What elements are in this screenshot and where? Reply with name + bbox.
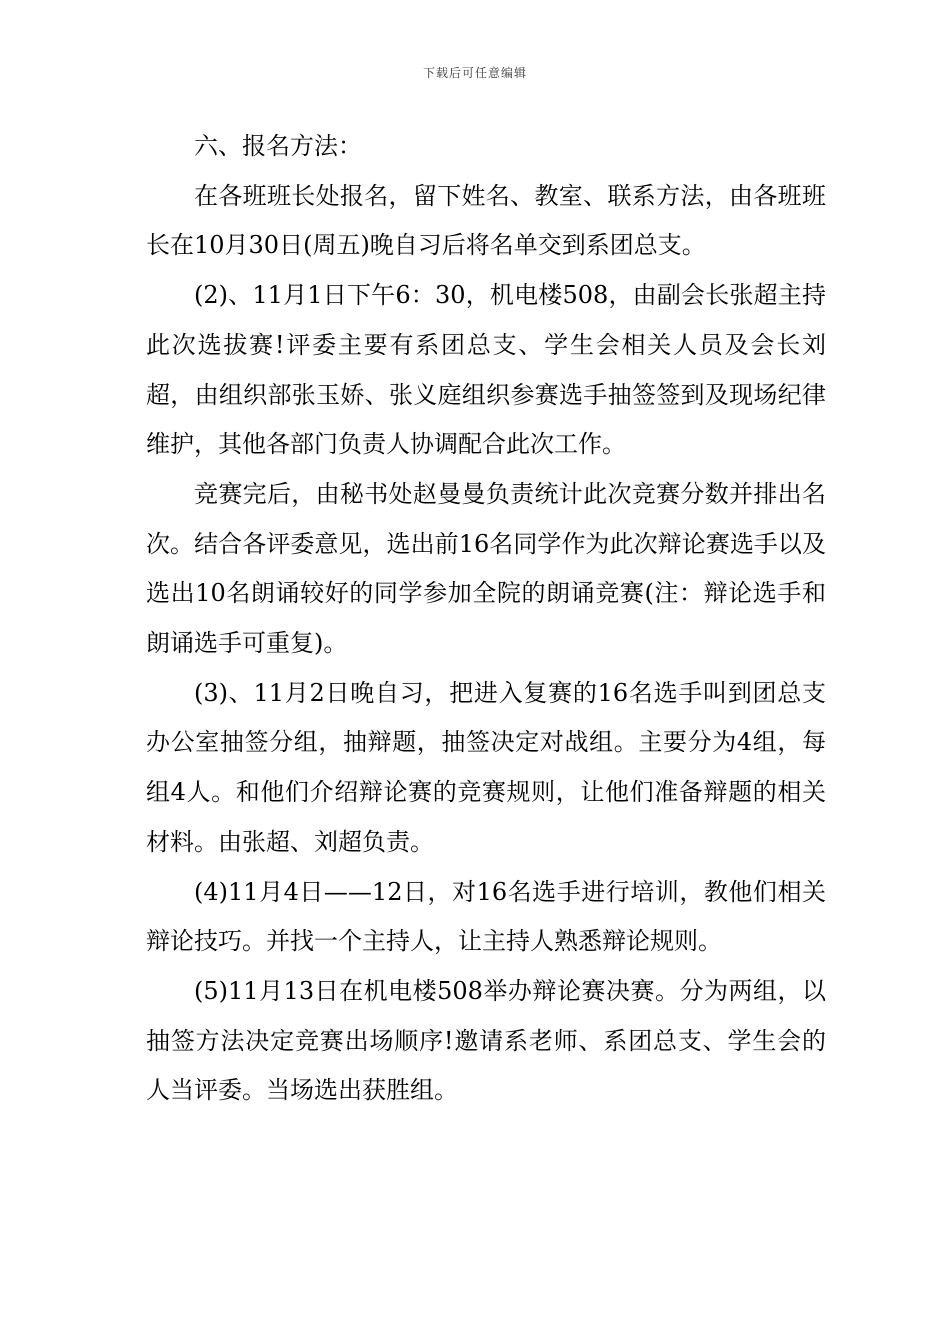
document-body (146, 122, 826, 1116)
paragraph-registration: 在各班班长处报名，留下姓名、教室、联系方法，由各班班长在10月30日(周五)晚自习后将名单交到系团总支。 (146, 181, 826, 260)
paragraph-scoring: 竞赛完后，由秘书处赵曼曼负责统计此次竞赛分数并排出名次。结合各评委意见，选出前16名同学作为此次辩论赛选手以及选出10名朗诵较好的同学参加全院的朗诵竞赛(注：辩论选手和朗诵选手可重复)。 (146, 479, 826, 658)
paragraph-step-4: (4)11月4日——12日，对16名选手进行培训，教他们相关辩论技巧。并找一个主持人，让主持人熟悉辩论规则。 (146, 877, 826, 956)
paragraph-step-3: (3)、11月2日晚自习，把进入复赛的16名选手叫到团总支办公室抽签分组，抽辩题，抽签决定对战组。主要分为4组，每组4人。和他们介绍辩论赛的竞赛规则，让他们准备辩题的相关材料。由张超、刘超负责。 (146, 678, 826, 856)
section-heading: 六、报名方法： (194, 132, 362, 160)
paragraph-step-5: (5)11月13日在机电楼508举办辩论赛决赛。分为两组，以抽签方法决定竞赛出场顺序!邀请系老师、系团总支、学生会的人当评委。当场选出获胜组。 (146, 976, 826, 1105)
page-header: 下载后可任意编辑 (422, 66, 527, 80)
paragraph-step-2: (2)、11月1日下午6：30，机电楼508，由副会长张超主持此次选拔赛!评委主要有系团总支、学生会相关人员及会长刘超，由组织部张玉娇、张义庭组织参赛选手抽签签到及现场纪律维护，其他各部门负责人协调配合此次工作。 (146, 281, 826, 459)
